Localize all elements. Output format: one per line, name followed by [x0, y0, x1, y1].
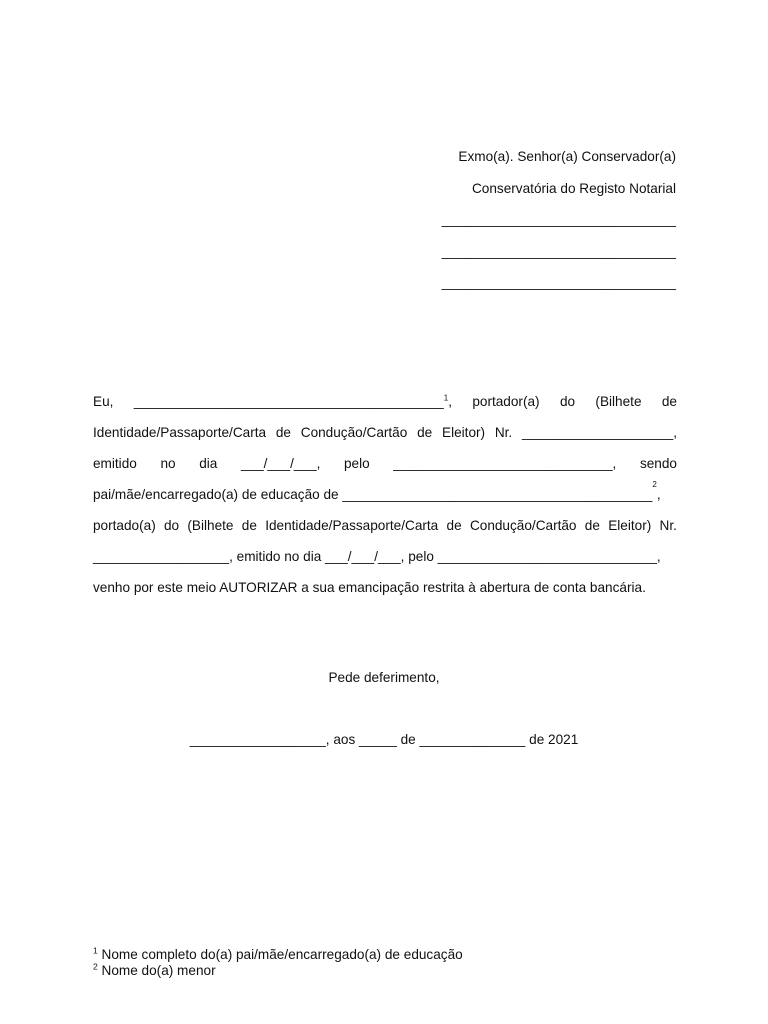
word: portador(a): [472, 394, 540, 409]
footnote-2: [93, 963, 463, 979]
word: Condução/Cartão: [469, 518, 577, 533]
authorization-paragraph: [93, 392, 677, 609]
footnote-text: Nome completo do(a) pai/mãe/encarregado(a) de educação: [97, 947, 463, 962]
phrase: pai/mãe/encarregado(a) de educação de: [93, 487, 343, 502]
word: Eleitor): [608, 518, 652, 533]
footnote-1: [93, 947, 463, 963]
phrase: venho por este meio AUTORIZAR a sua emancipação restrita à abertura de conta bancária.: [93, 580, 646, 595]
comma: ,: [656, 487, 661, 502]
paragraph-line-3: [93, 454, 677, 485]
word: do: [559, 394, 576, 409]
word: de: [584, 518, 600, 533]
id-number-blank: ____________________,: [522, 425, 677, 440]
paragraph-line-4: [93, 480, 677, 516]
word: de: [446, 518, 462, 533]
word: de: [241, 518, 257, 533]
issuer-blank: _____________________________,: [393, 456, 617, 471]
footnote-mark: 2: [93, 961, 98, 972]
word: Eleitor): [442, 425, 486, 440]
word: Nr.: [659, 518, 677, 533]
addressee-block: [442, 147, 676, 305]
word: Identidade/Passaporte/Carta: [93, 425, 267, 440]
paragraph-line-1: [93, 392, 677, 423]
footnote-ref-2: 2: [652, 480, 657, 489]
closing-salutation: Pede deferimento,: [328, 670, 440, 685]
footnotes: [93, 947, 463, 979]
addressee-office: Conservatória do Registo Notarial: [471, 180, 676, 196]
word: Identidade/Passaporte/Carta: [265, 518, 439, 533]
date-blank: ___/___/___,: [240, 456, 321, 471]
addressee-blank-line-2: _______________________________: [441, 243, 676, 259]
place-date-line: __________________, aos _____ de ______________ de 2021: [189, 732, 579, 747]
word: (Bilhete: [595, 394, 642, 409]
footnote-text: Nome do(a) menor: [97, 963, 216, 978]
word: dia: [199, 456, 218, 471]
word: no: [160, 456, 176, 471]
word: Nr.: [494, 425, 513, 440]
word: Condução/Cartão: [300, 425, 408, 440]
word: de: [275, 425, 291, 440]
minor-name-blank: _________________________________________: [342, 487, 653, 502]
addressee-blank-line-3: _______________________________: [441, 275, 676, 290]
word: pelo: [343, 456, 370, 471]
word: de: [417, 425, 433, 440]
word: de: [661, 394, 677, 409]
paragraph-line-7: [93, 578, 677, 609]
footnote-ref-1: 1: [443, 393, 449, 403]
paragraph-line-2: [93, 423, 677, 454]
word: (Bilhete: [187, 518, 234, 533]
addressee-title: Exmo(a). Senhor(a) Conservador(a): [458, 149, 676, 164]
word: emitido: [93, 456, 137, 471]
word: portado(a): [93, 518, 156, 533]
paragraph-line-6: [93, 547, 677, 578]
name-blank: _________________________________________$^1$,: [133, 393, 452, 409]
paragraph-line-5: [93, 516, 677, 547]
word: sendo: [639, 456, 677, 471]
addressee-blank-line-1: _______________________________: [441, 212, 676, 227]
footnote-mark: 1: [93, 945, 98, 956]
word: Eu,: [93, 394, 114, 409]
word: do: [164, 518, 180, 533]
phrase: __________________, emitido no dia ___/___/___, pelo _____________________________,: [93, 549, 661, 564]
